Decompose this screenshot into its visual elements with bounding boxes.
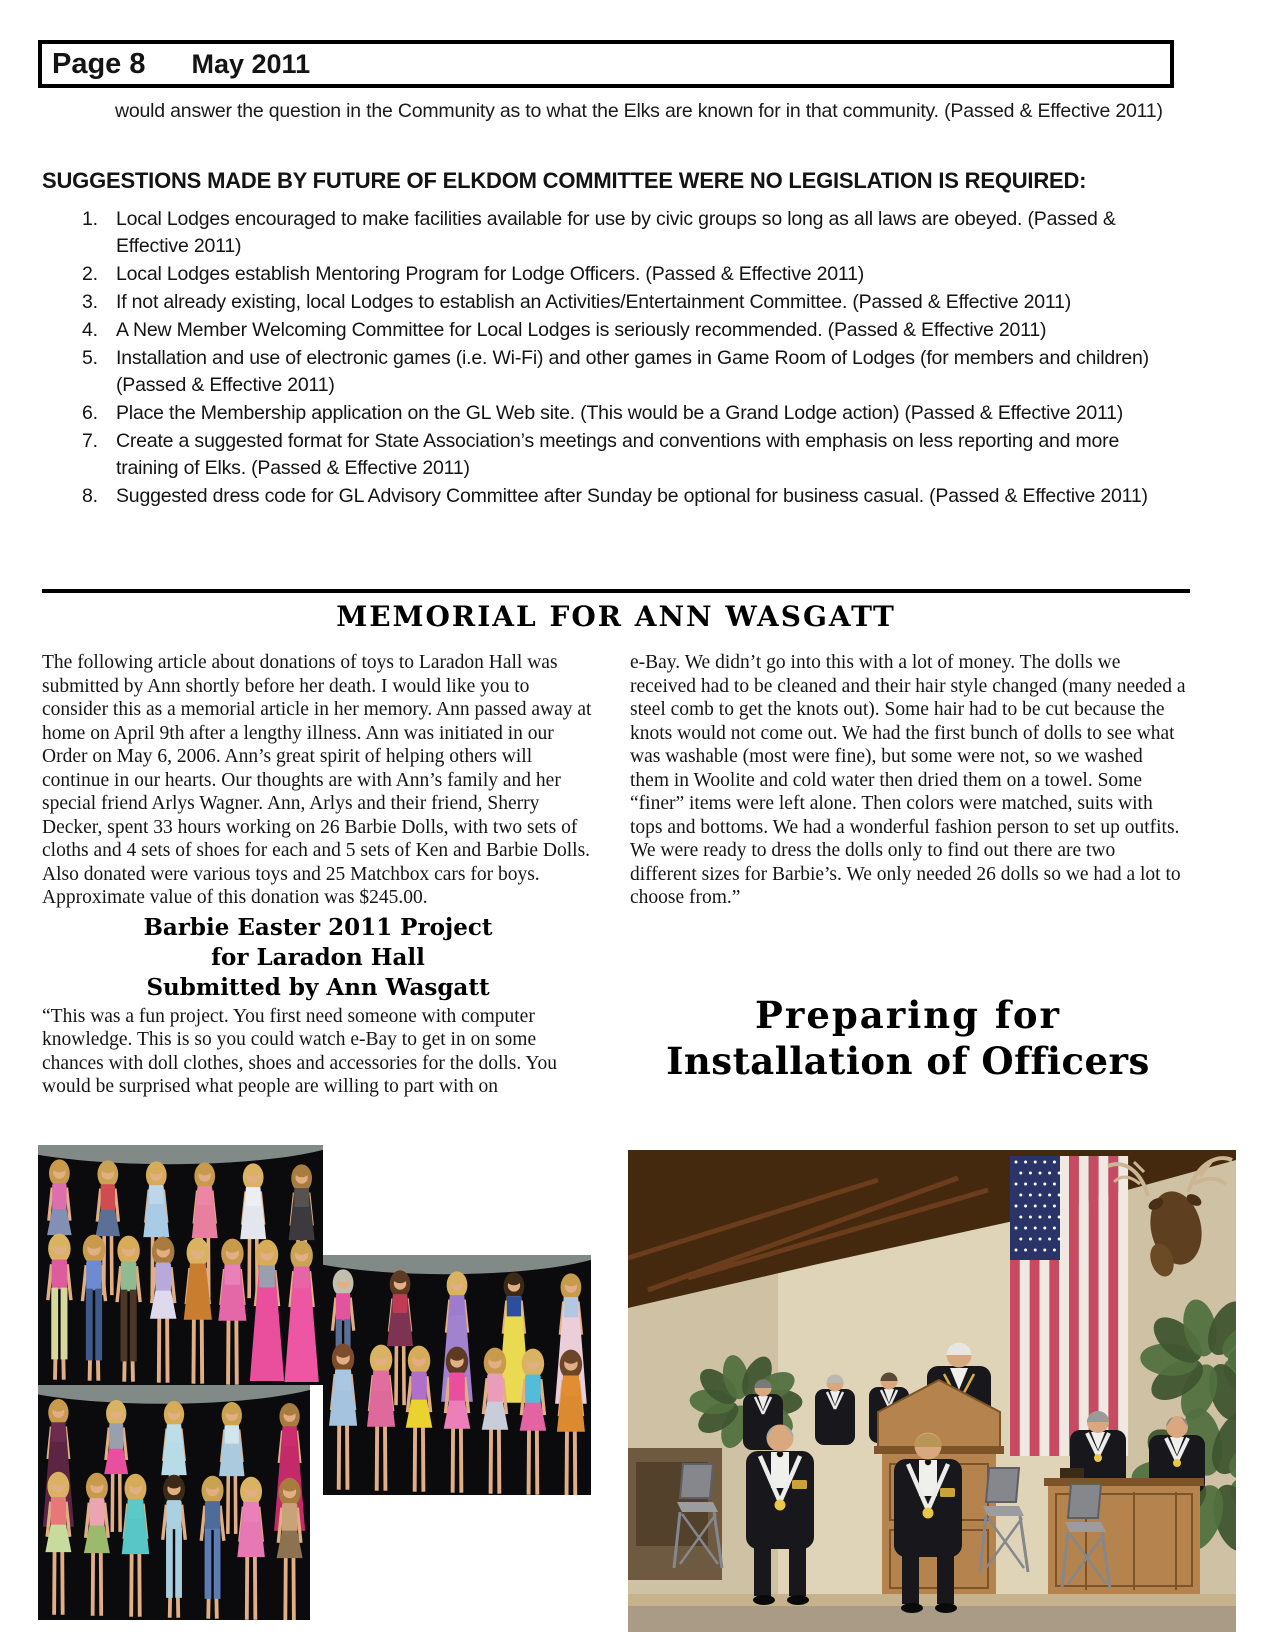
barbie-dolls-photo-right-svg [323, 1255, 591, 1495]
barbie-dolls-photo-right [323, 1255, 591, 1495]
barbie-subheading-line-1: Barbie Easter 2011 Project [143, 913, 493, 941]
memorial-right-paragraph: e-Bay. We didn’t go into this with a lot of money. The dolls we received had to be cleaned and their hair style changed (many needed a steel comb to get the knots out). Some hair had to be cut because the knots would not come out. We had the first bunch of dolls to see what was washable (most were fine), but some were not, so we washed them in Woolite and cold water then dried them on a towel. Some “finer” items were left alone. Then colors were matched, suits with tops and bottoms. We had a wonderful fashion person to set up outfits. We were ready to dress the dolls only to find out there are two different sizes for Barbie’s. We only needed 26 dolls so we had a lot to choose from.” [630, 652, 1186, 908]
suggestions-list [82, 206, 1170, 511]
carpet-floor [628, 1606, 1236, 1632]
suggestion-item [82, 428, 1170, 482]
suggestion-item [82, 289, 1170, 316]
suggestion-item-number: 5. [82, 347, 98, 369]
memorial-left-column [42, 651, 594, 1099]
page-number: Page 8 [52, 47, 146, 80]
officers-heading-line-1: Preparing for [755, 993, 1061, 1037]
suggestion-item [82, 261, 1170, 288]
barbie-dolls-photo-top-svg [38, 1145, 323, 1385]
suggestion-item-text: Place the Membership application on the GL Web site. (This would be a Grand Lodge action) (Passed & Effective 2011) [116, 402, 1124, 424]
suggestion-item-text: Suggested dress code for GL Advisory Committee after Sunday be optional for business casual. (Passed & Effective 2011) [116, 485, 1148, 507]
suggestion-item-number: 7. [82, 430, 98, 452]
suggestion-item-number: 3. [82, 291, 98, 313]
installation-ceremony-photo-svg [628, 1150, 1236, 1632]
barbie-dolls-photo-top [38, 1145, 323, 1385]
divider-rule [42, 589, 1190, 593]
installation-ceremony-photo [628, 1150, 1236, 1632]
suggestion-item-number: 2. [82, 263, 98, 285]
intro-paragraph: would answer the question in the Community as to what the Elks are known for in that community. (Passed & Effective 2011) [115, 100, 1163, 122]
officers-heading-line-2: Installation of Officers [666, 1039, 1150, 1083]
memorial-left-paragraph: The following article about donations of toys to Laradon Hall was submitted by Ann shortly before her death. I would like you to consider this as a memorial article in her memory. Ann passed away at home on April 9th after a lengthy illness. Ann was initiated in our Order on May 6, 2006. Ann’s great spirit of helping others will continue in our hearts. Our thoughts are with Ann’s family and her special friend Arlys Wagner. Ann, Arlys and their friend, Sherry Decker, spent 33 hours working on 26 Barbie Dolls, with two sets of cloths and 4 sets of shoes for each and 5 sets of Ken and Barbie Dolls. Also donated were various toys and 25 Matchbox cars for boys. Approximate value of this donation was $245.00. [42, 652, 592, 908]
barbie-dolls-photo-bottom-svg [38, 1385, 310, 1620]
barbie-subheading-line-3: Submitted by Ann Wasgatt [146, 973, 490, 1001]
suggestion-item-number: 6. [82, 402, 98, 424]
issue-date: May 2011 [191, 48, 311, 79]
suggestions-heading: SUGGESTIONS MADE BY FUTURE OF ELKDOM COMMITTEE WERE NO LEGISLATION IS REQUIRED: [42, 168, 1087, 193]
suggestion-item-text: Local Lodges establish Mentoring Program for Lodge Officers. (Passed & Effective 2011) [116, 263, 865, 285]
suggestion-item-text: Installation and use of electronic games (i.e. Wi-Fi) and other games in Game Room of Lodges (for members and children) (Passed & Effective 2011) [116, 347, 1149, 396]
memorial-title: MEMORIAL FOR ANN WASGATT [336, 600, 896, 633]
memorial-quote-paragraph: “This was a fun project. You first need someone with computer knowledge. This is so you could watch e-Bay to get in on some chances with doll clothes, shoes and accessories for the dolls. You would be surprised what people are willing to part with on [42, 1005, 558, 1097]
memorial-right-column [630, 651, 1186, 910]
suggestion-item-text: If not already existing, local Lodges to establish an Activities/Entertainment Committee. (Passed & Effective 2011) [116, 291, 1072, 313]
suggestion-item-number: 4. [82, 319, 98, 341]
suggestion-item-text: Create a suggested format for State Association’s meetings and conventions with emphasis on less reporting and more training of Elks. (Passed & Effective 2011) [116, 430, 1120, 479]
suggestion-item [82, 400, 1170, 427]
page-header-box [38, 40, 1174, 88]
barbie-subheading-line-2: for Laradon Hall [211, 943, 425, 971]
officers-heading [616, 992, 1200, 1085]
suggestion-item-text: Local Lodges encouraged to make facilities available for use by civic groups so long as all laws are obeyed. (Passed & Effective 2011) [116, 208, 1116, 257]
suggestion-item-number: 1. [82, 208, 98, 230]
suggestion-item [82, 317, 1170, 344]
american-flag [1010, 1156, 1128, 1456]
suggestion-item-number: 8. [82, 485, 98, 507]
stage-edge [628, 1594, 1236, 1608]
barbie-dolls-photo-bottom [38, 1385, 310, 1620]
suggestion-item [82, 483, 1170, 510]
suggestion-item [82, 345, 1170, 399]
suggestion-item-text: A New Member Welcoming Committee for Local Lodges is seriously recommended. (Passed & Effective 2011) [116, 319, 1047, 341]
suggestion-item [82, 206, 1170, 260]
